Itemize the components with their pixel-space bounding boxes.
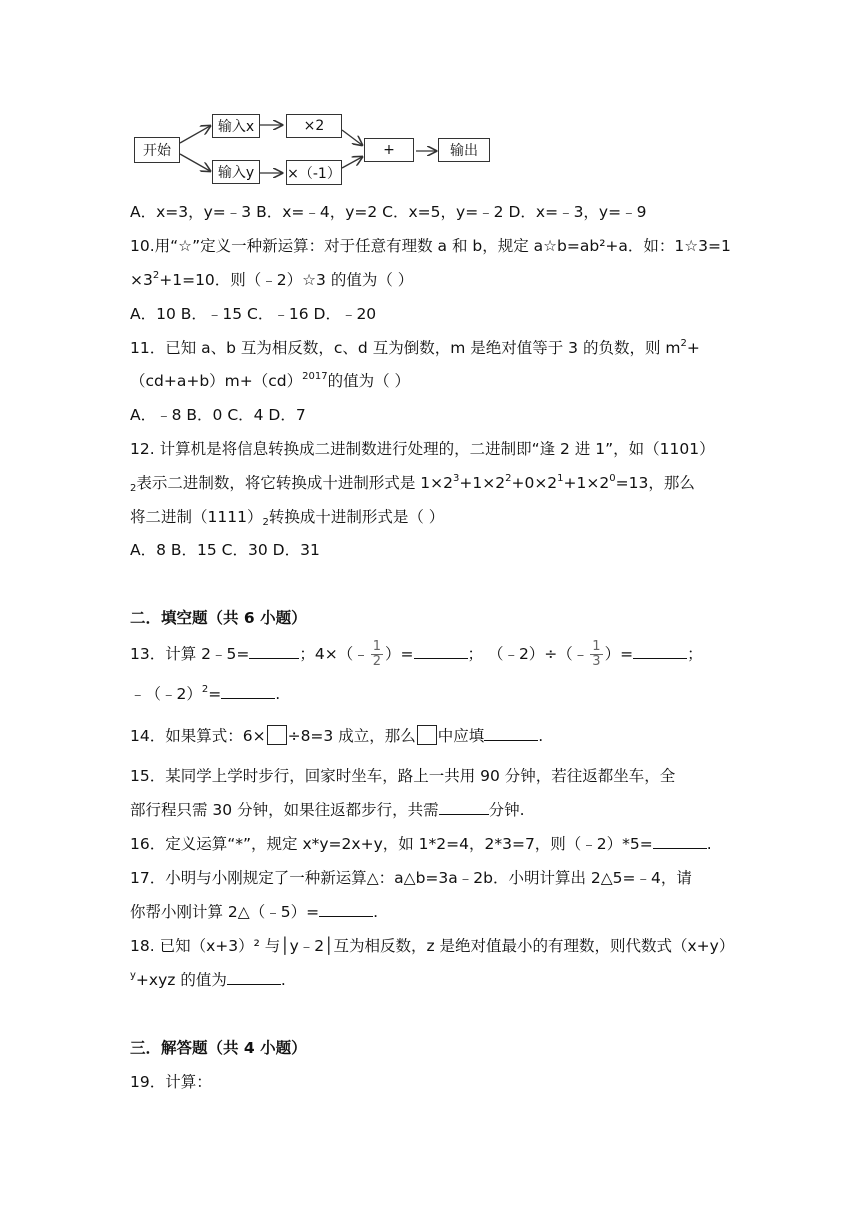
plus-box: + [364,138,414,162]
output-box: 输出 [438,138,490,162]
q18-line2: $^y$+xyz 的值为 . [130,970,286,989]
q12-line3: 将二进制$(1111)_2$转换成十进制形式是（ ） [130,508,445,528]
q18-line1: 18. 已知（x+3）² 与│y﹣2│互为相反数，z 是绝对值最小的有理数，则代数式（x+y） [130,937,735,955]
fraction: $\frac{1}{2}$ [372,639,382,669]
q10-line1: 10.用“☆”定义一种新运算：对于任意有理数 a 和 b，规定 a☆b=ab²+a．如：1☆3=1 [130,237,731,255]
input-x-box: 输入x [212,114,260,138]
empty-square [267,725,287,745]
section-2-heading: 二．填空题（共 6 小题） [130,609,307,627]
q11-line2: （cd+a+b）m+（cd）$^{2017}$的值为（ ） [130,371,411,390]
q10-options: A．10 B．﹣15 C．﹣16 D．﹣20 [130,305,377,323]
q10-line2: $\times 3^2+1=10$．则（﹣2）☆3 的值为（ ） [130,270,414,289]
q13-line1: 13．计算 2﹣5= ；4×（﹣ $\frac{1}{2}$ ）= ； （﹣2）÷（﹣ $\frac{1}{3}$ ）= ； [130,639,703,669]
flowchart [130,110,510,190]
q13-line2: ﹣（﹣2）$^2$= . [130,684,281,703]
times-2-box: ×2 [286,114,342,138]
answer-blank[interactable] [221,698,275,699]
q12-options: A．8 B．15 C．30 D．31 [130,541,320,559]
q16: 16．定义运算“*”，规定 x*y=2x+y，如 1*2=4，2*3=7，则（﹣2）*5= . [130,835,712,853]
q12-line2: $_2$表示二进制数，将它转换成十进制形式是 $1\times 2^3+1\times 2^2+0\times 2^1+1\times 2^0=13$，那么 [130,473,695,494]
answer-blank[interactable] [653,848,707,849]
input-y-box: 输入y [212,160,260,184]
q17-line1: 17．小明与小刚规定了一种新运算△：a△b=3a﹣2b．小明计算出 2△5=﹣4，请 [130,869,692,887]
q15-line2: 部行程只需 30 分钟，如果往返都步行，共需 分钟. [130,801,525,819]
fraction: $\frac{1}{3}$ [592,639,601,669]
section-3-heading: 三．解答题（共 4 小题） [130,1039,307,1057]
answer-blank[interactable] [484,740,538,741]
q9-options: A．x=3，y=﹣3 B．x=﹣4，y=2 C．x=5，y=﹣2 D．x=﹣3，y=﹣9 [130,203,647,221]
answer-blank[interactable] [227,984,281,985]
answer-blank[interactable] [439,814,489,815]
q11-line1: 11．已知 a、b 互为相反数，c、d 互为倒数，m 是绝对值等于 3 的负数，则 $m^2+$ [130,338,700,357]
q19: 19．计算： [130,1073,212,1091]
q15-line1: 15．某同学上学时步行，回家时坐车，路上一共用 90 分钟，若往返都坐车，全 [130,767,676,785]
q17-line2: 你帮小刚计算 2△（﹣5）= . [130,903,378,921]
times-neg1-box: ×（-1） [286,160,342,185]
answer-blank[interactable] [414,658,468,659]
empty-square [417,725,437,745]
start-box: 开始 [134,137,180,163]
answer-blank[interactable] [249,658,299,659]
answer-blank[interactable] [319,916,373,917]
q11-options: A．﹣8 B．0 C．4 D．7 [130,406,306,424]
q14: 14．如果算式：6× ÷8=3 成立，那么 中应填 . [130,727,544,745]
answer-blank[interactable] [633,658,687,659]
q12-line1: 12. 计算机是将信息转换成二进制数进行处理的，二进制即“逢 2 进 1”，如（1101） [130,440,715,458]
